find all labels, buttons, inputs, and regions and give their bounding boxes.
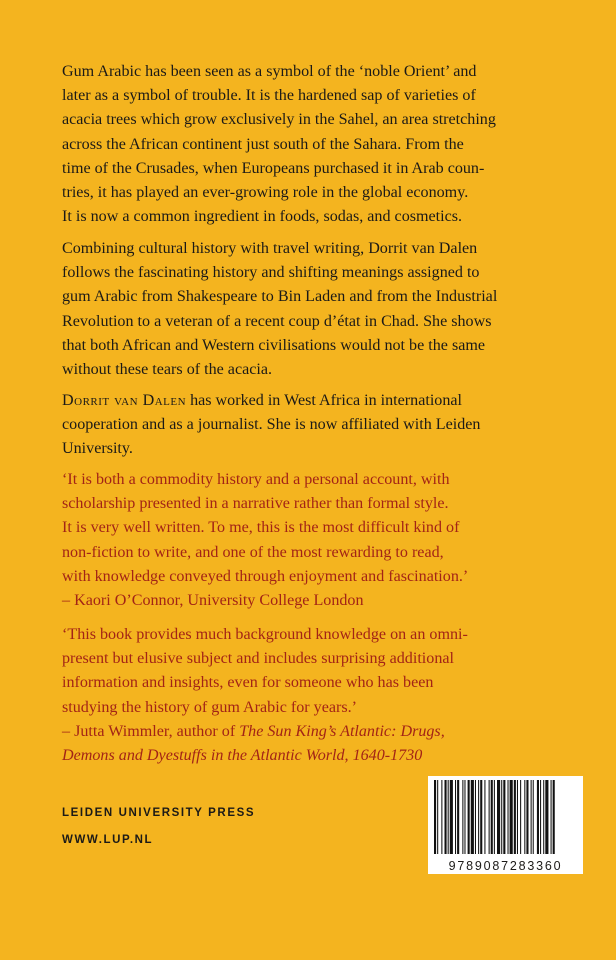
barcode-bar [457,780,459,854]
barcode-bar [545,780,548,854]
quote-line: It is very well written. To me, this is the most difficult kind of [62,519,460,537]
barcode-bar [478,780,479,854]
attribution-book-years: 1640-1730 [348,747,423,765]
blurb-line: acacia trees which grow exclusively in the Sahel, an area stretching [62,111,496,129]
barcode-bar [464,780,465,854]
barcode-bar [434,780,436,854]
author-bio [62,389,582,462]
barcode-bars [428,776,583,858]
blurb-line: Revolution to a veteran of a recent coup d’état in Chad. She shows [62,312,492,330]
blurb-line: It is now a common ingredient in foods, sodas, and cosmetics. [62,208,463,226]
barcode-bar [551,780,552,854]
attribution-book-title: Demons and Dyestuffs in the Atlantic World, [62,747,349,765]
barcode-bar [462,780,463,854]
author-bio-line: cooperation and as a journalist. She is now affiliated with Leiden [62,416,481,434]
barcode-bar [497,780,500,854]
quote-attribution [62,720,582,744]
blurb-paragraph-1 [62,60,582,229]
barcode-bar [491,780,493,854]
barcode-bar [537,780,539,854]
barcode-bar [445,780,447,854]
blurb-line: follows the fascinating history and shifting meanings assigned to [62,264,480,282]
author-bio-line: University. [62,440,133,458]
barcode-bar [531,780,532,854]
barcode-bar [437,780,438,854]
attribution-book-title: The Sun King’s Atlantic: Drugs, [239,722,445,740]
blurb-line: Combining cultural history with travel writing, Dorrit van Dalen [62,240,478,257]
barcode-bar [448,780,449,854]
barcode-bar [450,780,453,854]
barcode-bar [503,780,505,854]
barcode-bar [441,780,442,854]
barcode-bar [489,780,490,854]
author-bio-text: has worked in West Africa in international [186,392,462,409]
review-quote-2 [62,623,582,768]
quote-line: ‘It is both a commodity history and a personal account, with [62,471,450,488]
quote-line: information and insights, even for someone who has been [62,674,434,692]
barcode-bar [526,780,528,854]
isbn-barcode [428,776,583,865]
barcode-bar [510,780,513,854]
blurb-line: time of the Crusades, when Europeans purchased it in Arab coun- [62,159,485,177]
barcode-bar [494,780,495,854]
quote-attribution [62,744,582,768]
barcode-bar [468,780,470,854]
barcode-bar [520,780,521,854]
publisher-url[interactable]: WWW.LUP.NL [62,834,154,846]
barcode-bar [508,780,509,854]
barcode-bar [540,780,541,854]
author-bio-line [62,389,582,413]
quote-line: scholarship presented in a narrative rather than formal style. [62,495,449,513]
quote-line: with knowledge conveyed through enjoyment and fascination.’ [62,567,469,585]
barcode-bar [471,780,474,854]
quote-line: non-fiction to write, and one of the most rewarding to read, [62,543,444,561]
quote-line: ‘This book provides much background knowledge on an omni- [62,626,468,643]
blurb-line: that both African and Western civilisations would not be the same [62,336,486,354]
attribution-author: – Jutta Wimmler, author of [62,722,240,740]
blurb-paragraph-2 [62,237,582,382]
barcode-bar [533,780,534,854]
publisher-info [62,800,255,854]
publisher-name: LEIDEN UNIVERSITY PRESS [62,807,256,819]
quote-line: studying the history of gum Arabic for years.’ [62,698,357,716]
review-quote-1 [62,468,582,613]
barcode-bar [553,780,555,854]
blurb-line: Gum Arabic has been seen as a symbol of the ‘noble Orient’ and [62,63,477,80]
barcode-bar [517,780,518,854]
barcode-bar [484,780,485,854]
barcode-bar [480,780,482,854]
quote-line: present but elusive subject and includes surprising additional [62,650,454,668]
barcode-bar [543,780,544,854]
blurb-line: across the African continent just south of the Sahara. From the [62,135,464,153]
blurb-line: without these tears of the acacia. [62,361,273,379]
barcode-bar [524,780,525,854]
blurb-line: tries, it has played an ever-growing role in the global economy. [62,184,469,202]
author-name: Dorrit van Dalen [62,392,187,409]
barcode-bar [501,780,502,854]
blurb-line: gum Arabic from Shakespeare to Bin Laden and from the Industrial [62,288,498,306]
barcode-bar [475,780,476,854]
barcode-bar [514,780,516,854]
barcode-bar [455,780,456,854]
quote-attribution: – Kaori O’Connor, University College London [62,592,364,610]
blurb-line: later as a symbol of trouble. It is the hardened sap of varieties of [62,87,476,105]
isbn-number: 9789087283360 [428,858,583,874]
